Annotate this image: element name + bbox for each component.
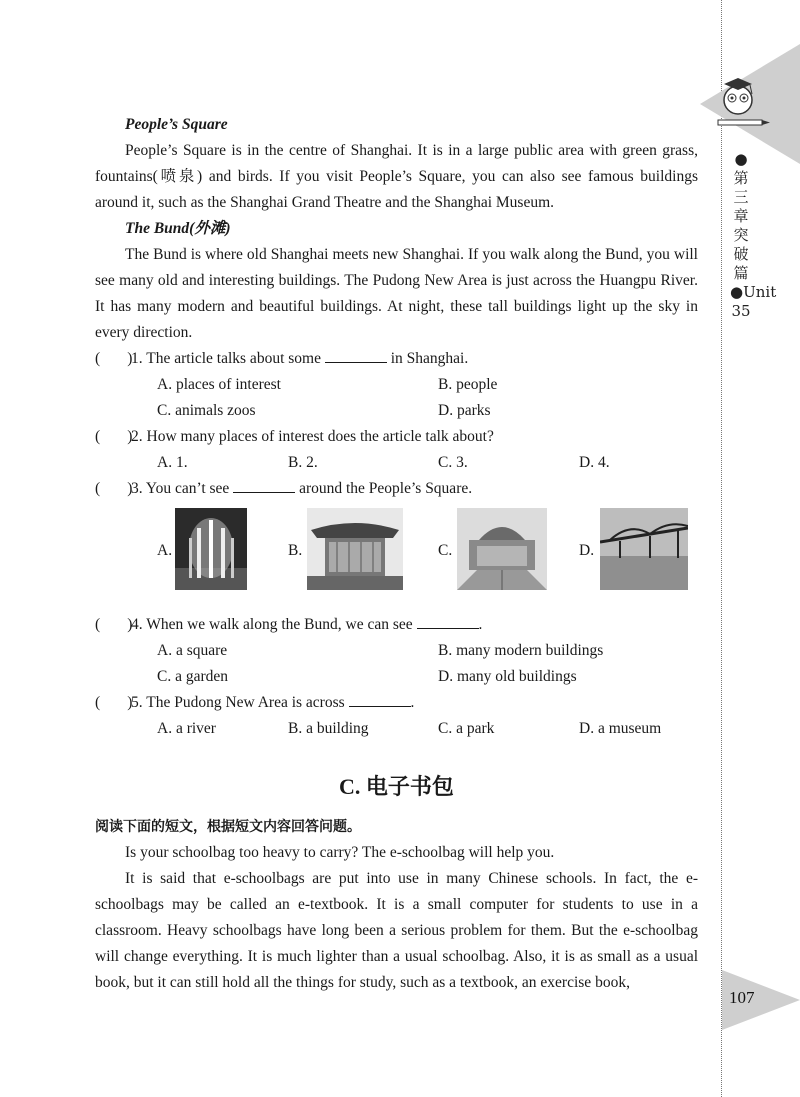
- option-a[interactable]: A.: [157, 542, 173, 559]
- question-text: 4. When we walk along the Bund, we can see: [131, 616, 413, 633]
- option-d[interactable]: D. 4.: [579, 454, 610, 471]
- question-4: ( ) 4. When we walk along the Bund, we can see .: [95, 612, 698, 638]
- option-c[interactable]: C.: [438, 542, 453, 559]
- option-d[interactable]: D. a museum: [579, 720, 662, 737]
- option-d[interactable]: D. many old buildings: [438, 668, 577, 685]
- option-a[interactable]: A. a river: [157, 720, 216, 737]
- option-b[interactable]: B.: [288, 542, 303, 559]
- options-row: [95, 716, 698, 742]
- option-d[interactable]: D.: [579, 542, 595, 559]
- option-c[interactable]: C. a garden: [157, 668, 229, 685]
- options-row: [95, 372, 698, 398]
- answer-blank: [233, 477, 295, 493]
- question-text: 3. You can’t see: [131, 480, 230, 497]
- margin-dotted-line: [721, 0, 722, 1097]
- paragraph-eschoolbag-intro: Is your schoolbag too heavy to carry? The e-schoolbag will help you.: [125, 844, 555, 861]
- section-instruction: 阅读下面的短文，根据短文内容回答问题。: [95, 819, 361, 835]
- question-text: 2. How many places of interest does the article talk about?: [131, 428, 494, 445]
- option-b[interactable]: B. many modern buildings: [438, 642, 604, 659]
- fountain-photo[interactable]: [175, 508, 247, 590]
- question-text: 5. The Pudong New Area is across: [131, 694, 345, 711]
- heading-the-bund: The Bund(外滩): [125, 220, 231, 237]
- options-row: [95, 664, 698, 690]
- answer-bracket[interactable]: ( ): [95, 428, 133, 445]
- question-1: ( ) 1. The article talks about some in Shanghai.: [95, 346, 698, 372]
- answer-blank: [417, 613, 479, 629]
- answer-bracket[interactable]: ( ): [95, 350, 133, 367]
- options-row: [95, 398, 698, 424]
- question-2: [95, 424, 698, 450]
- answer-blank: [349, 691, 411, 707]
- options-row: [95, 638, 698, 664]
- page-content: [95, 112, 698, 996]
- option-a[interactable]: A. 1.: [157, 454, 188, 471]
- answer-bracket[interactable]: ( ): [95, 616, 133, 633]
- image-options-row: [95, 508, 698, 606]
- section-title: C. 电子书包: [339, 774, 454, 799]
- option-c[interactable]: C. a park: [438, 720, 495, 737]
- option-b[interactable]: B. people: [438, 376, 498, 393]
- answer-blank: [325, 347, 387, 363]
- option-a[interactable]: A. places of interest: [157, 376, 281, 393]
- option-d[interactable]: D. parks: [438, 402, 491, 419]
- option-b[interactable]: B. 2.: [288, 454, 318, 471]
- page-number: 107: [729, 988, 755, 1007]
- paragraph-peoples-square: People’s Square is in the centre of Shanghai. It is in a large public area with green grass, fountains(喷泉) and birds. If you visit People’s Square, you can also see famous buildings around it, such as the Shanghai Grand Theatre and the Shanghai Museum.: [95, 142, 698, 211]
- question-5: ( ) 5. The Pudong New Area is across .: [95, 690, 698, 716]
- answer-bracket[interactable]: ( ): [95, 480, 133, 497]
- question-text: 1. The article talks about some: [131, 350, 321, 367]
- option-c[interactable]: C. 3.: [438, 454, 468, 471]
- grand-theatre-photo[interactable]: [307, 508, 403, 590]
- shanghai-museum-photo[interactable]: [457, 508, 547, 590]
- chapter-side-label: ●第三章 突破篇●Unit 35: [730, 150, 777, 320]
- option-a[interactable]: A. a square: [157, 642, 228, 659]
- bridge-photo[interactable]: [600, 508, 688, 590]
- options-row: [95, 450, 698, 476]
- option-c[interactable]: C. animals zoos: [157, 402, 256, 419]
- option-b[interactable]: B. a building: [288, 720, 369, 737]
- paragraph-eschoolbag-body: It is said that e-schoolbags are put into use in many Chinese schools. In fact, the e-schoolbags may be called an e-textbook. It is a small computer for students to use in a classroom. Heavy schoolbags have long been a serious problem for them. But the e-schoolbag will change everything. It is much lighter than a usual schoolbag. Also, it is as small as a usual book, but it can still hold all the things for study, such as a textbook, an exercise book,: [95, 870, 698, 991]
- paragraph-the-bund: The Bund is where old Shanghai meets new Shanghai. If you walk along the Bund, you will see many old and interesting buildings. The Pudong New Area is just across the Huangpu River. It has many modern and beautiful buildings. At night, these tall buildings light up the sky in every direction.: [95, 246, 698, 341]
- answer-bracket[interactable]: ( ): [95, 694, 133, 711]
- heading-peoples-square: People’s Square: [125, 116, 228, 133]
- question-3: ( ) 3. You can’t see around the People’s Square.: [95, 476, 698, 502]
- owl-tab-decoration: [700, 44, 800, 164]
